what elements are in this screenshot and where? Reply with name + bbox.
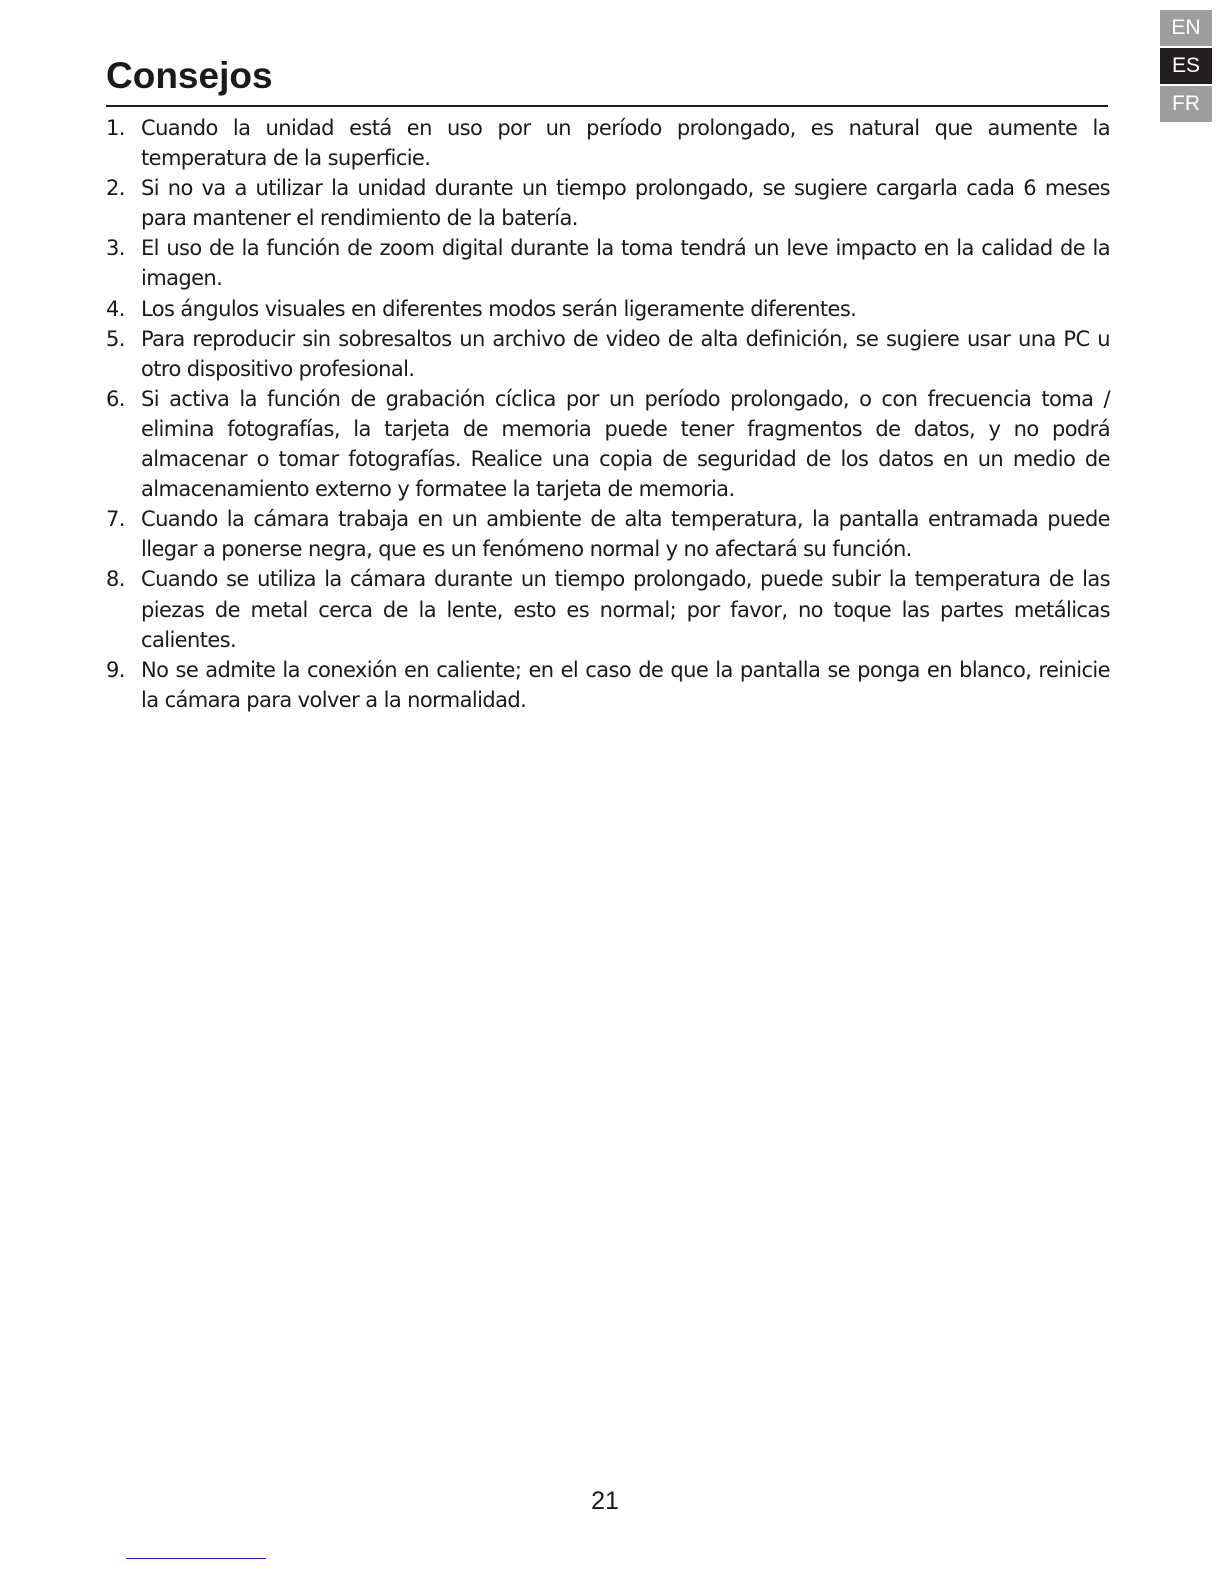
tip-item [106, 564, 1110, 654]
language-tab-fr[interactable]: FR [1160, 86, 1212, 122]
tips-list [106, 113, 1110, 715]
language-tab-es[interactable]: ES [1160, 48, 1212, 84]
tip-item [106, 294, 1110, 324]
tip-text: Los ángulos visuales en diferentes modos serán ligeramente diferentes. [141, 296, 857, 321]
tip-number: 6. [106, 386, 125, 411]
tip-item [106, 384, 1110, 504]
tip-text: Cuando la unidad está en uso por un período prolongado, es natural que aumente la temperatura de la superficie. [141, 116, 1110, 171]
page-number: 21 [591, 1487, 619, 1515]
tip-number: 9. [106, 657, 125, 682]
tip-text: Cuando se utiliza la cámara durante un tiempo prolongado, puede subir la temperatura de las piezas de metal cerca de la lente, esto es normal; por favor, no toque las partes metálicas calientes. [141, 567, 1110, 652]
language-tabs [1160, 10, 1212, 124]
tip-number: 1. [106, 116, 125, 140]
tip-number: 7. [106, 507, 125, 532]
language-tab-en[interactable]: EN [1160, 10, 1212, 46]
tip-number: 3. [106, 236, 125, 261]
tip-item [106, 324, 1110, 384]
tip-number: 8. [106, 567, 125, 592]
title-divider [106, 105, 1108, 107]
tip-item [106, 173, 1110, 233]
tip-item [106, 504, 1110, 564]
tip-number: 4. [106, 296, 125, 321]
tip-number: 2. [106, 176, 125, 201]
tip-item [106, 113, 1110, 173]
tip-text: Si activa la función de grabación cíclica por un período prolongado, o con frecuencia toma / elimina fotografías, la tarjeta de memoria puede tener fragmentos de datos, y no podrá almacenar o tomar fotografías. Realice una copia de seguridad de los datos en un medio de almacenamiento externo y formatee la tarjeta de memoria. [141, 386, 1110, 502]
tip-text: Para reproducir sin sobresaltos un archivo de video de alta definición, se sugiere usar una PC u otro dispositivo profesional. [141, 326, 1110, 381]
page-title: Consejos [106, 55, 273, 96]
tip-number: 5. [106, 326, 125, 351]
tip-text: El uso de la función de zoom digital durante la toma tendrá un leve impacto en la calidad de la imagen. [141, 236, 1110, 291]
tip-text: Cuando la cámara trabaja en un ambiente de alta temperatura, la pantalla entramada puede llegar a ponerse negra, que es un fenómeno normal y no afectará su función. [141, 507, 1110, 562]
tip-item [106, 655, 1110, 715]
tip-text: No se admite la conexión en caliente; en el caso de que la pantalla se ponga en blanco, reinicie la cámara para volver a la normalidad. [141, 657, 1110, 712]
tip-text: Si no va a utilizar la unidad durante un tiempo prolongado, se sugiere cargarla cada 6 meses para mantener el rendimiento de la batería. [141, 176, 1110, 231]
tip-item [106, 233, 1110, 293]
footer-divider [126, 1558, 266, 1559]
